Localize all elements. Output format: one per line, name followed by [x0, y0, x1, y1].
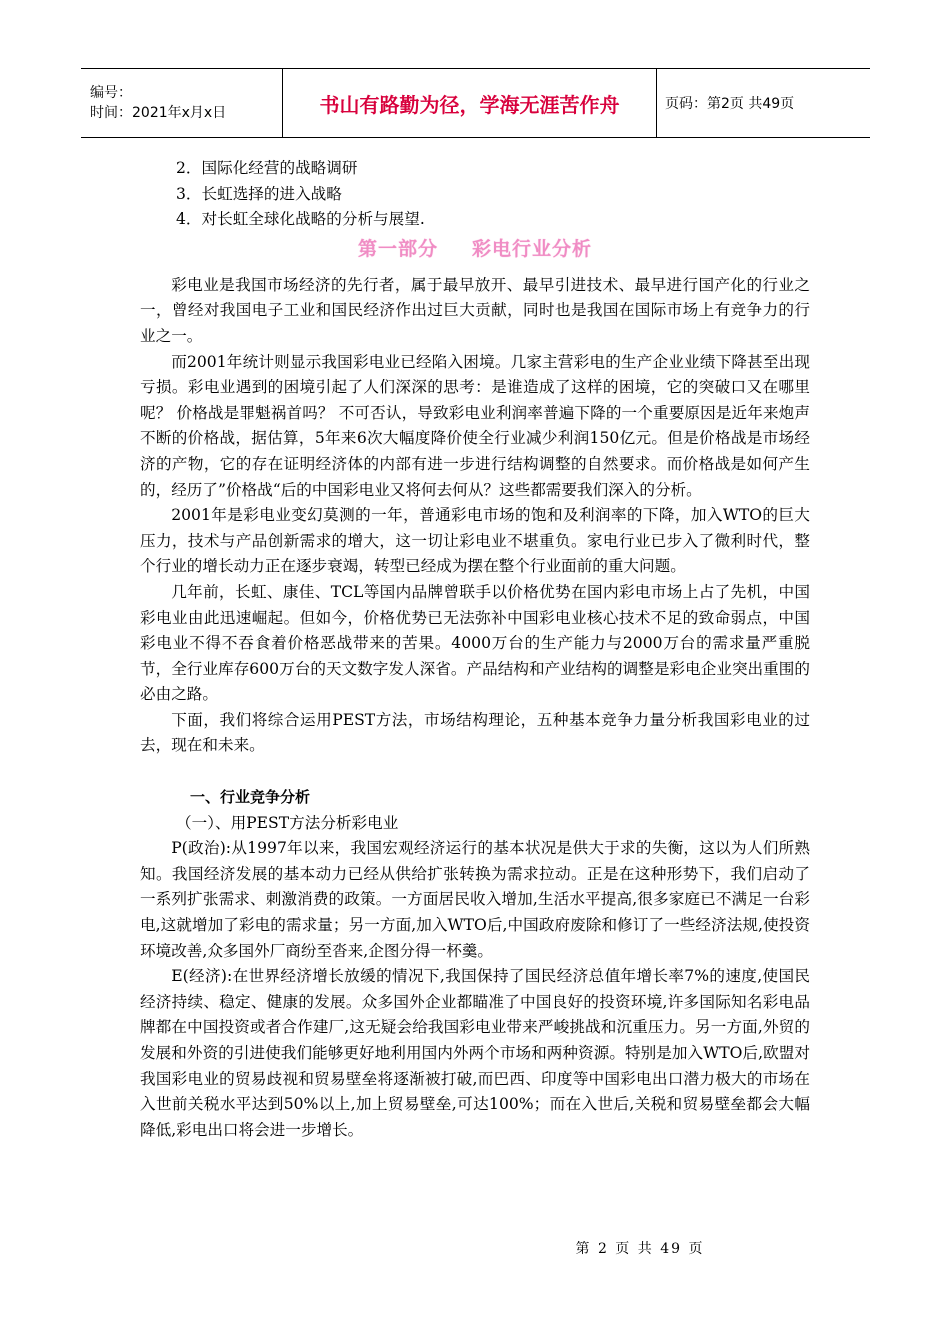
header-motto-cell	[283, 69, 657, 137]
subsection-heading: （一）、用PEST方法分析彩电业	[176, 813, 399, 832]
body-paragraph: 而2001年统计则显示我国彩电业已经陷入困境。几家主营彩电的生产企业业绩下降甚至出现亏损。彩电业遇到的困境引起了人们深深的思考：是谁造成了这样的困境，它的突破口又在哪里呢？ 价格战是罪魁祸首吗？ 不可否认，导致彩电业利润率普遍下降的一个重要原因是近年来炮声不断的价格战，据估算，5年来6次大幅度降价使全行业减少利润150亿元。但是价格战是市场经济的产物，它的存在证明经济体的内部有进一步进行结构调整的自然要求。而价格战是如何产生的，经历了”价格战“后的中国彩电业又将何去何从？这些都需要我们深入的分析。	[140, 352, 810, 499]
pest-paragraph: E(经济):在世界经济增长放缓的情况下,我国保持了国民经济总值年增长率7%的速度,使国民经济持续、稳定、健康的发展。众多国外企业都瞄准了中国良好的投资环境,许多国际知名彩电品牌都在中国投资或者合作建厂,这无疑会给我国彩电业带来严峻挑战和沉重压力。另一方面,外贸的发展和外资的引进使我们能够更好地利用国内外两个市场和两种资源。特别是加入WTO后,欧盟对我国彩电业的贸易歧视和贸易壁垒将逐渐被打破,而巴西、印度等中国彩电出口潜力极大的市场在入世前关税水平达到50%以上,加上贸易壁垒,可达100%；而在入世后,关税和贸易壁垒都会大幅降低,彩电出口将会进一步增长。	[140, 967, 810, 1139]
list-item: 4．对长虹全球化战略的分析与展望.	[176, 210, 425, 229]
footer-page-number: 第 2 页 共 49 页	[575, 1241, 705, 1257]
document-body	[140, 156, 810, 1143]
body-paragraph: 几年前，长虹、康佳、TCL等国内品牌曾联手以价格优势在国内彩电市场上占了先机，中国彩电业由此迅速崛起。但如今，价格优势已无法弥补中国彩电业核心技术不足的致命弱点，中国彩电业不得不吞食着价格恶战带来的苦果。4000万台的生产能力与2000万台的需求量严重脱节，全行业库存600万台的天文数字发人深省。产品结构和产业结构的调整是彩电企业突出重围的必由之路。	[140, 582, 810, 704]
list-item: 3．长虹选择的进入战略	[176, 184, 342, 203]
body-paragraph: 2001年是彩电业变幻莫测的一年，普通彩电市场的饱和及利润率的下降，加入WTO的巨大压力，技术与产品创新需求的增大，这一切让彩电业不堪重负。家电行业已步入了微利时代，整个行业的增长动力正在逐步衰竭，转型已经成为摆在整个行业面前的重大问题。	[140, 506, 810, 576]
document-number-label: 编号：	[90, 85, 132, 101]
part-title-part: 第一部分	[357, 237, 438, 260]
header-motto: 书山有路勤为径，学海无涯苦作舟	[319, 92, 620, 117]
pest-paragraph: P(政治):从1997年以来，我国宏观经济运行的基本状况是供大于求的失衡，这以为人们所熟知。我国经济发展的基本动力已经从供给扩张转换为需求拉动。正是在这种形势下，我们启动了一系列扩张需求、刺激消费的政策。一方面居民收入增加,生活水平提高,很多家庭已不满足一台彩电,这就增加了彩电的需求量；另一方面,加入WTO后,中国政府废除和修订了一些经济法规,使投资环境改善,众多国外厂商纷至沓来,企图分得一杯羹。	[140, 839, 810, 960]
page-footer	[0, 1238, 950, 1258]
header-page-cell	[657, 69, 870, 137]
list-item: 2．国际化经营的战略调研	[176, 159, 358, 177]
body-paragraph: 下面，我们将综合运用PEST方法，市场结构理论，五种基本竞争力量分析我国彩电业的过去，现在和未来。	[140, 710, 810, 755]
document-date-label: 时间：2021年x月x日	[90, 105, 227, 121]
part-title-text: 彩电行业分析	[472, 237, 593, 260]
section-heading: 一、行业竞争分析	[190, 788, 311, 807]
header-page-info: 页码：第2页 共49页	[665, 96, 795, 112]
body-paragraph: 彩电业是我国市场经济的先行者，属于最早放开、最早引进技术、最早进行国产化的行业之一，曾经对我国电子工业和国民经济作出过巨大贡献，同时也是我国在国际市场上有竞争力的行业之一。	[140, 275, 810, 345]
header-left-cell	[81, 69, 283, 137]
part-title	[140, 231, 810, 267]
spacer	[140, 759, 810, 785]
page-header	[81, 68, 870, 138]
